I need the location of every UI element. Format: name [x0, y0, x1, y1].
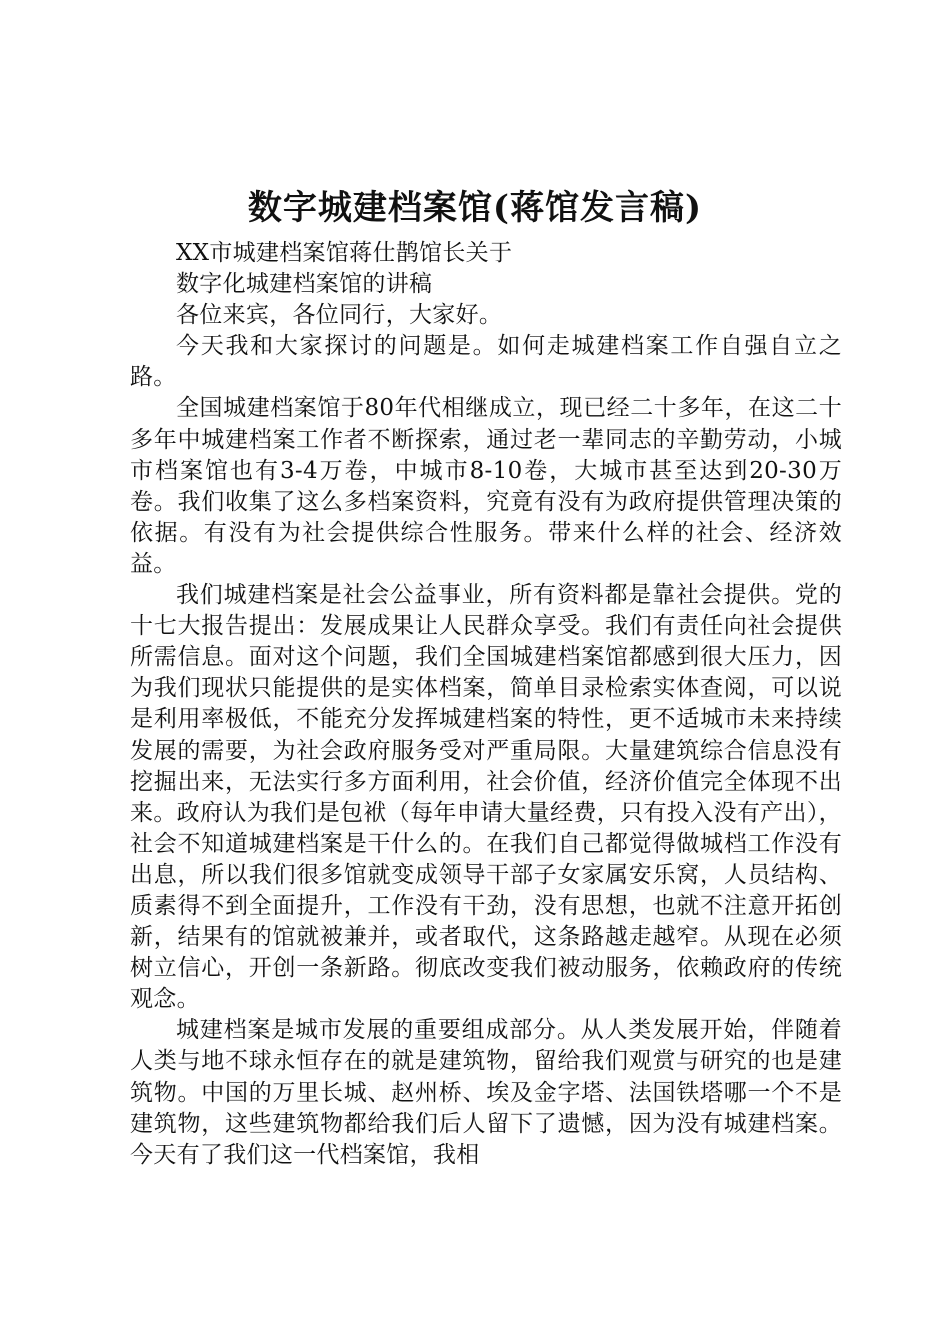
- paragraph-importance: 城建档案是城市发展的重要组成部分。从人类发展开始，伴随着人类与地不球永恒存在的就是建筑物，留给我们观赏与研究的也是建筑物。中国的万里长城、赵州桥、埃及金字塔、法国铁塔哪一个不是建筑物，这些建筑物都给我们后人留下了遗憾，因为没有城建档案。今天有了我们这一代档案馆，我相: [130, 1017, 842, 1168]
- document-body: [130, 238, 842, 1171]
- paragraph-history: 全国城建档案馆于80年代相继成立，现已经二十多年，在这二十多年中城建档案工作者不断探索，通过老一辈同志的辛勤劳动，小城市档案馆也有3-4万卷，中城市8-10卷，大城市甚至达到20-30万卷。我们收集了这么多档案资料，究竟有没有为政府提供管理决策的依据。有没有为社会提供综合性服务。带来什么样的社会、经济效益。: [130, 395, 842, 577]
- document-title: 数字城建档案馆(蒋馆发言稿): [247, 188, 703, 228]
- paragraph-heading-line-1: XX市城建档案馆蒋仕鹊馆长关于: [176, 240, 513, 266]
- paragraph-topic: 今天我和大家探讨的问题是。如何走城建档案工作自强自立之路。: [130, 333, 842, 391]
- paragraph-greeting: 各位来宾，各位同行，大家好。: [176, 302, 503, 329]
- paragraph-current-situation: 我们城建档案是社会公益事业，所有资料都是靠社会提供。党的十七大报告提出：发展成果让人民群众享受。我们有责任向社会提供所需信息。面对这个问题，我们全国城建档案馆都感到很大压力，因为我们现状只能提供的是实体档案，简单目录检索实体查阅，可以说是利用率极低，不能充分发挥城建档案的特性，更不适城市未来持续发展的需要，为社会政府服务受对严重局限。大量建筑综合信息没有挖掘出来，无法实行多方面利用，社会价值，经济价值完全体现不出来。政府认为我们是包袱（每年申请大量经费，只有投入没有产出），社会不知道城建档案是干什么的。在我们自己都觉得做城档工作没有出息，所以我们很多馆就变成领导干部子女家属安乐窝，人员结构、质素得不到全面提升，工作没有干劲，没有思想，也就不注意开拓创新，结果有的馆就被兼并，或者取代，这条路越走越窄。从现在必须树立信心，开创一条新路。彻底改变我们被动服务，依赖政府的传统观念。: [130, 582, 842, 1013]
- paragraph-heading-line-2: 数字化城建档案馆的讲稿: [176, 271, 433, 298]
